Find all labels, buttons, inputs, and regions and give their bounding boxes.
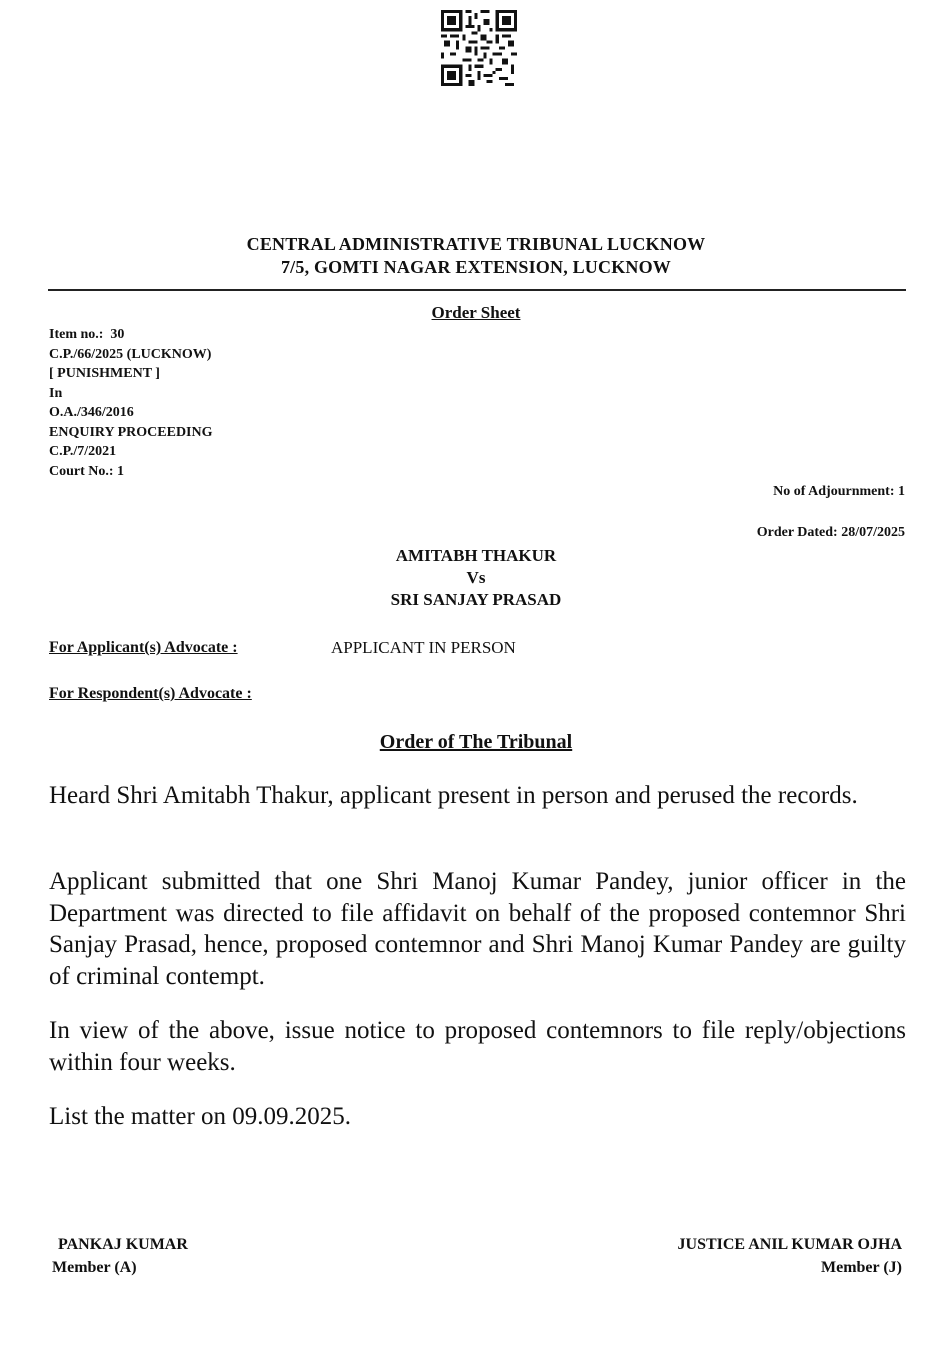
applicant-advocate-value: APPLICANT IN PERSON — [331, 638, 516, 657]
order-paragraph-1: Heard Shri Amitabh Thakur, applicant present in person and perused the records. — [49, 782, 858, 809]
respondent-advocate-label: For Respondent(s) Advocate : — [49, 685, 252, 702]
in-label: In — [49, 385, 63, 401]
case-category: [ PUNISHMENT ] — [49, 366, 160, 381]
old-cp-number: C.P./7/2021 — [49, 444, 117, 459]
court-address: 7/5, GOMTI NAGAR EXTENSION, LUCKNOW — [280, 257, 672, 277]
respondent-name: SRI SANJAY PRASAD — [390, 590, 562, 609]
applicant-advocate-label: For Applicant(s) Advocate : — [49, 639, 238, 656]
left-signatory-role: Member (A) — [52, 1259, 137, 1276]
left-signatory-name: PANKAJ KUMAR — [58, 1236, 188, 1253]
order-title: Order of The Tribunal — [379, 731, 573, 753]
order-date: Order Dated: 28/07/2025 — [756, 525, 905, 540]
header-divider — [48, 289, 906, 291]
versus-label: Vs — [466, 568, 486, 587]
right-signatory-role: Member (J) — [821, 1259, 902, 1276]
oa-number: O.A./346/2016 — [49, 405, 134, 420]
item-no: Item no.: 30 — [49, 327, 125, 342]
parties-block — [0, 545, 952, 611]
case-details — [49, 325, 213, 481]
court-number: Court No.: 1 — [49, 463, 125, 479]
applicant-name: AMITABH THAKUR — [395, 546, 557, 565]
qr-code-icon — [441, 10, 517, 86]
adjournment-count: No of Adjournment: 1 — [773, 484, 905, 499]
order-paragraph-3: In view of the above, issue notice to proposed contemnors to file reply/objections within four weeks. — [49, 1017, 906, 1076]
order-paragraph-2: Applicant submitted that one Shri Manoj Kumar Pandey, junior officer in the Department was directed to file affidavit on behalf of the proposed contemnor Shri Sanjay Prasad, hence, proposed contemnor and Shri Manoj Kumar Pandey are guilty of criminal contempt. — [49, 868, 906, 990]
cp-number: C.P./66/2025 (LUCKNOW) — [49, 346, 212, 362]
right-signatory-name: JUSTICE ANIL KUMAR OJHA — [677, 1236, 902, 1253]
court-name: CENTRAL ADMINISTRATIVE TRIBUNAL LUCKNOW — [246, 234, 706, 254]
order-paragraph-4: List the matter on 09.09.2025. — [49, 1103, 352, 1130]
order-sheet-title: Order Sheet — [431, 303, 521, 322]
proceeding-type: ENQUIRY PROCEEDING — [49, 424, 213, 440]
